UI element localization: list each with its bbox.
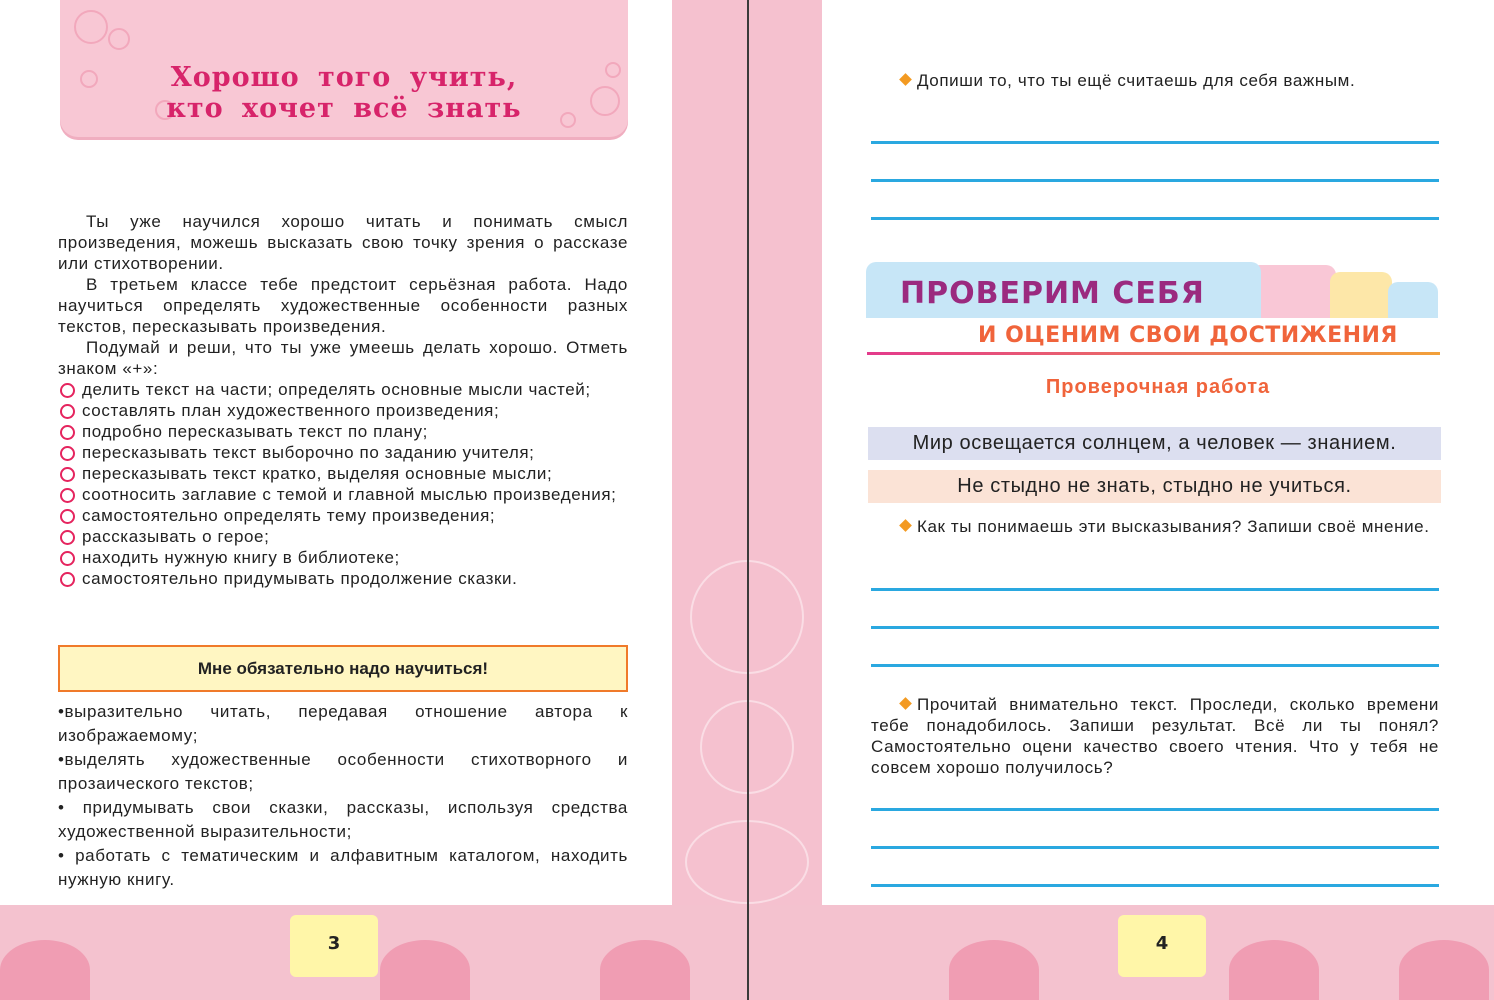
skill-item: составлять план художественного произведения; <box>58 400 628 421</box>
skills-checklist <box>58 379 628 589</box>
proverb-1: Мир освещается солнцем, а человек — знанием. <box>868 427 1441 460</box>
skill-item: пересказывать текст выборочно по заданию учителя; <box>58 442 628 463</box>
skill-item: подробно пересказывать текст по плану; <box>58 421 628 442</box>
instruction-paragraph: Подумай и реши, что ты уже умеешь делать хорошо. Отметь знаком «+»: <box>58 338 628 378</box>
checkbox-circle-icon[interactable] <box>60 467 75 482</box>
checkbox-circle-icon[interactable] <box>60 404 75 419</box>
answer-line[interactable] <box>871 846 1439 849</box>
skill-item: самостоятельно придумывать продолжение сказки. <box>58 568 628 589</box>
must-learn-box: Мне обязательно надо научиться! <box>58 645 628 692</box>
section-subtitle: И ОЦЕНИМ СВОИ ДОСТИЖЕНИЯ <box>978 323 1398 348</box>
checkbox-circle-icon[interactable] <box>60 446 75 461</box>
intro-text <box>58 211 628 589</box>
decor-tab <box>1330 272 1392 320</box>
section-divider <box>867 352 1440 355</box>
title-banner <box>60 0 628 137</box>
page-number-right: 4 <box>1118 915 1206 977</box>
task-reading-check: Прочитай внимательно текст. Проследи, сколько времени тебе понадобилось. Запиши результат. Всё ли ты понял? Самостоятельно оцени качество своего чтения. Что у тебя не совсем хорошо получилось? <box>871 695 1439 777</box>
diamond-icon <box>899 697 912 710</box>
answer-line[interactable] <box>871 626 1439 629</box>
checkbox-circle-icon[interactable] <box>60 530 75 545</box>
skill-item: рассказывать о герое; <box>58 526 628 547</box>
answer-line[interactable] <box>871 808 1439 811</box>
intro-paragraph: Ты уже научился хорошо читать и понимать смысл произведения, можешь высказать свою точку зрения о рассказе или стихотворении. <box>58 212 628 273</box>
diamond-icon <box>899 519 912 532</box>
page-title: Хорошо того учить, кто хочет всё знать <box>166 62 522 124</box>
skill-item: делить текст на части; определять основные мысли частей; <box>58 379 628 400</box>
intro-paragraph: В третьем классе тебе предстоит серьёзная работа. Надо научиться определять художественные особенности разных текстов, пересказывать произведения. <box>58 275 628 336</box>
goal-item: • работать с тематическим и алфавитным каталогом, находить нужную книгу. <box>58 846 628 889</box>
skill-item: пересказывать текст кратко, выделяя основные мысли; <box>58 463 628 484</box>
goal-item: •выделять художественные особенности стихотворного и прозаического текстов; <box>58 750 628 793</box>
answer-line[interactable] <box>871 217 1439 220</box>
decor-tab <box>1250 265 1336 320</box>
checkbox-circle-icon[interactable] <box>60 383 75 398</box>
goal-item: • придумывать свои сказки, рассказы, используя средства художественной выразительности; <box>58 798 628 841</box>
task-write-important: Допиши то, что ты ещё считаешь для себя важным. <box>871 70 1439 91</box>
answer-line[interactable] <box>871 141 1439 144</box>
skill-item: самостоятельно определять тему произведения; <box>58 505 628 526</box>
page-number-left: 3 <box>290 915 378 977</box>
diamond-icon <box>899 73 912 86</box>
answer-line[interactable] <box>871 884 1439 887</box>
goal-item: •выразительно читать, передавая отношение автора к изображаемому; <box>58 702 628 745</box>
checkbox-circle-icon[interactable] <box>60 509 75 524</box>
goals-list <box>58 700 628 892</box>
skill-item: находить нужную книгу в библиотеке; <box>58 547 628 568</box>
check-work-title: Проверочная работа <box>1045 376 1271 398</box>
decor-tab <box>1388 282 1438 320</box>
proverb-2: Не стыдно не знать, стыдно не учиться. <box>868 470 1441 503</box>
answer-line[interactable] <box>871 664 1439 667</box>
checkbox-circle-icon[interactable] <box>60 551 75 566</box>
checkbox-circle-icon[interactable] <box>60 488 75 503</box>
section-title: ПРОВЕРИМ СЕБЯ <box>900 276 1205 311</box>
task-explain-proverbs: Как ты понимаешь эти высказывания? Запиши своё мнение. <box>871 516 1439 537</box>
skill-item: соотносить заглавие с темой и главной мыслью произведения; <box>58 484 628 505</box>
answer-line[interactable] <box>871 588 1439 591</box>
answer-line[interactable] <box>871 179 1439 182</box>
book-spine <box>747 0 749 1000</box>
checkbox-circle-icon[interactable] <box>60 425 75 440</box>
checkbox-circle-icon[interactable] <box>60 572 75 587</box>
